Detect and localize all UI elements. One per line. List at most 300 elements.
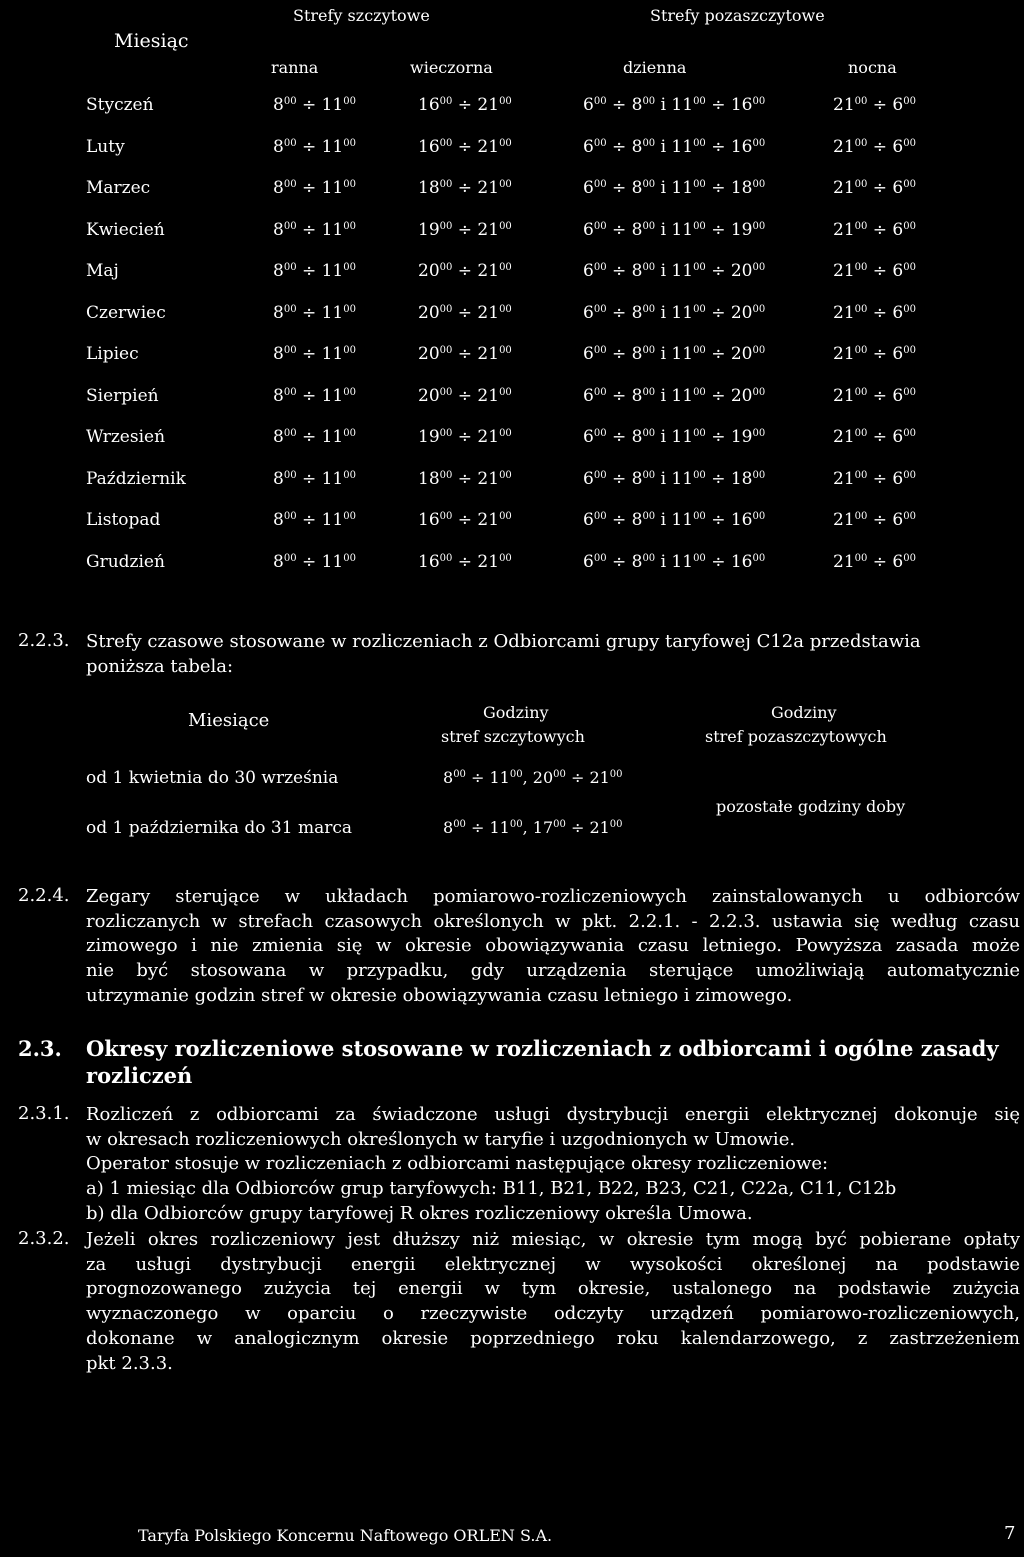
night-hours-cell (833, 469, 916, 489)
hour-text: i 11 (655, 427, 694, 447)
paragraph-line: Rozliczeń z odbiorcami za świadczone usługi dystrybucji energii elektrycznej dokonuje się (86, 1104, 1020, 1125)
minutes-superscript: 00 (854, 386, 868, 398)
minutes-superscript: 00 (752, 179, 766, 190)
month-cell: Wrzesień (86, 427, 166, 447)
hour-text: ÷ 11 (465, 768, 510, 787)
minutes-superscript: 00 (593, 386, 607, 398)
minutes-superscript: 00 (903, 179, 916, 190)
evening-hours-cell (418, 552, 512, 572)
hour-text: 21 (833, 219, 855, 240)
minutes-superscript: 00 (752, 303, 766, 315)
hour-text: 20 (418, 302, 440, 323)
minutes-superscript: 00 (609, 819, 623, 830)
day-hours-cell (583, 386, 765, 406)
minutes-superscript: 00 (854, 552, 868, 564)
minutes-superscript: 00 (903, 303, 916, 315)
minutes-superscript: 00 (283, 137, 297, 149)
hour-text: ÷ 6 (867, 95, 904, 115)
night-hours-cell (833, 552, 916, 572)
table-row (0, 469, 1024, 493)
minutes-superscript: 00 (439, 345, 453, 356)
hour-text: 21 (833, 468, 855, 489)
night-hours-cell (833, 220, 916, 240)
minutes-superscript: 00 (693, 96, 706, 107)
minutes-superscript: 00 (642, 386, 656, 398)
section-number: 2.3. (18, 1036, 62, 1061)
paragraph-line: a) 1 miesiąc dla Odbiorców grup taryfowych: B11, B21, B22, B23, C21, C22a, C11, C12b (86, 1178, 897, 1200)
hour-text: i 11 (655, 219, 694, 240)
hour-text: 8 (273, 95, 284, 115)
minutes-superscript: 00 (854, 179, 868, 190)
hour-text: 21 (833, 385, 855, 406)
hour-text: ÷ 21 (452, 510, 500, 530)
hour-text: 19 (418, 427, 440, 447)
peak-hours-cell (443, 818, 623, 837)
hour-text: 21 (833, 427, 855, 447)
minutes-superscript: 00 (752, 428, 766, 439)
minutes-superscript: 00 (752, 511, 766, 522)
month-cell: Styczeń (86, 95, 154, 115)
month-cell: Grudzień (86, 551, 165, 572)
section-number: 2.2.3. (18, 630, 70, 651)
hour-text: ÷ 8 (606, 136, 643, 157)
minutes-superscript: 00 (439, 511, 453, 522)
night-hours-cell (833, 261, 916, 281)
night-hours-cell (833, 303, 916, 323)
hour-text: ÷ 21 (565, 818, 610, 837)
hour-text: ÷ 18 (705, 468, 753, 489)
hour-text: ÷ 16 (705, 551, 753, 572)
hour-text: 6 (583, 219, 594, 240)
minutes-superscript: 00 (283, 511, 297, 522)
minutes-superscript: 00 (343, 179, 356, 190)
night-hours-cell (833, 386, 916, 406)
day-hours-cell (583, 303, 765, 323)
minutes-superscript: 00 (752, 469, 766, 481)
hour-text: ÷ 21 (452, 344, 500, 364)
day-hours-cell (583, 220, 765, 240)
hour-text: ÷ 11 (465, 818, 510, 837)
minutes-superscript: 00 (642, 428, 656, 439)
minutes-superscript: 00 (642, 511, 656, 522)
paragraph-line: dokonane w analogicznym okresie poprzedniego roku kalendarzowego, z zastrzeżeniem (86, 1327, 1020, 1349)
minutes-superscript: 00 (343, 220, 356, 232)
minutes-superscript: 00 (499, 469, 512, 481)
evening-hours-cell (418, 178, 512, 198)
hour-text: 6 (583, 95, 594, 115)
hour-text: 6 (583, 261, 594, 281)
section-number: 2.3.1. (18, 1103, 70, 1124)
hour-text: ÷ 11 (296, 427, 344, 447)
minutes-superscript: 00 (642, 179, 656, 190)
night-hours-cell (833, 95, 916, 115)
day-hours-cell (583, 344, 765, 364)
hour-text: ÷ 21 (452, 468, 500, 489)
minutes-superscript: 00 (642, 137, 656, 149)
hour-text: ÷ 21 (452, 95, 500, 115)
day-hours-cell (583, 137, 765, 157)
hour-text: ÷ 8 (606, 385, 643, 406)
hour-text: 8 (443, 818, 454, 837)
morning-hours-cell (273, 137, 356, 157)
minutes-superscript: 00 (593, 511, 607, 522)
hour-text: 20 (418, 261, 440, 281)
section-2-2-3-text (86, 630, 1006, 679)
morning-hours-cell (273, 386, 356, 406)
hour-text: 20 (418, 344, 440, 364)
table-row (0, 261, 1024, 285)
minutes-superscript: 00 (752, 345, 766, 356)
minutes-superscript: 00 (854, 262, 868, 273)
hour-text: 6 (583, 427, 594, 447)
hour-text: ÷ 6 (867, 427, 904, 447)
paragraph-line: w okresach rozliczeniowych określonych w taryfie i uzgodnionych w Umowie. (86, 1128, 796, 1150)
evening-hours-cell (418, 95, 512, 115)
minutes-superscript: 00 (499, 386, 512, 398)
minutes-superscript: 00 (593, 262, 607, 273)
hour-text: ÷ 11 (296, 551, 344, 572)
day-hours-cell (583, 261, 765, 281)
paragraph-line: utrzymanie godzin stref w okresie obowiązywania czasu letniego i zimowego. (86, 984, 793, 1006)
hour-text: ÷ 11 (296, 468, 344, 489)
hour-text: ÷ 6 (867, 344, 904, 364)
morning-hours-cell (273, 469, 356, 489)
minutes-superscript: 00 (693, 303, 706, 315)
minutes-superscript: 00 (693, 179, 706, 190)
minutes-superscript: 00 (903, 220, 916, 232)
minutes-superscript: 00 (439, 469, 453, 481)
hour-text: i 11 (655, 302, 694, 323)
hour-text: ÷ 19 (705, 219, 753, 240)
table-row (0, 386, 1024, 410)
day-hours-cell (583, 178, 765, 198)
minutes-superscript: 00 (439, 220, 453, 232)
peak-hours-cell (443, 768, 623, 787)
hour-text: 6 (583, 468, 594, 489)
hour-text: 19 (418, 219, 440, 240)
section-2-3-heading (86, 1035, 1024, 1089)
minutes-superscript: 00 (593, 428, 607, 439)
hour-text: ÷ 11 (296, 178, 344, 198)
hour-text: 8 (273, 136, 284, 157)
hour-text: 8 (443, 768, 454, 787)
hour-text: 21 (833, 344, 855, 364)
minutes-superscript: 00 (499, 303, 512, 315)
morning-hours-cell (273, 344, 356, 364)
minutes-superscript: 00 (642, 220, 656, 232)
hour-text: 18 (418, 178, 440, 198)
table-row (0, 427, 1024, 451)
hour-text: ÷ 21 (452, 219, 500, 240)
minutes-superscript: 00 (283, 469, 297, 481)
minutes-superscript: 00 (593, 303, 607, 315)
minutes-superscript: 00 (752, 262, 766, 273)
minutes-superscript: 00 (642, 96, 656, 107)
minutes-superscript: 00 (439, 262, 453, 273)
minutes-superscript: 00 (553, 769, 566, 780)
minutes-superscript: 00 (439, 428, 453, 439)
hour-text: ÷ 6 (867, 178, 904, 198)
hour-text: ÷ 6 (867, 551, 904, 572)
hour-text: 6 (583, 344, 594, 364)
minutes-superscript: 00 (499, 262, 512, 273)
paragraph-line: zimowego i nie zmienia się w okresie obowiązywania czasu letniego. Powyższa zasada może (86, 935, 1020, 957)
hour-text: 8 (273, 551, 284, 572)
hour-text: ÷ 6 (867, 136, 904, 157)
minutes-superscript: 00 (693, 428, 706, 439)
page-number: 7 (1004, 1523, 1016, 1544)
minutes-superscript: 00 (903, 137, 916, 149)
minutes-superscript: 00 (453, 819, 466, 830)
night-column-header: nocna (848, 58, 897, 77)
minutes-superscript: 00 (752, 96, 766, 107)
minutes-superscript: 00 (343, 428, 356, 439)
table-row (0, 95, 1024, 119)
minutes-superscript: 00 (854, 137, 868, 149)
minutes-superscript: 00 (283, 262, 297, 273)
hour-text: ÷ 21 (452, 551, 500, 572)
month-cell: Marzec (86, 178, 151, 198)
hour-text: i 11 (655, 385, 694, 406)
hour-text: 21 (833, 302, 855, 323)
minutes-superscript: 00 (903, 345, 916, 356)
minutes-superscript: 00 (283, 386, 297, 398)
minutes-superscript: 00 (593, 96, 607, 107)
hour-text: i 11 (655, 510, 694, 530)
minutes-superscript: 00 (343, 511, 356, 522)
hour-text: i 11 (655, 344, 694, 364)
offpeak-zones-header: Strefy pozaszczytowe (650, 6, 825, 25)
hour-text: 6 (583, 510, 594, 530)
section-number: 2.3.2. (18, 1228, 70, 1249)
hour-text: 6 (583, 385, 594, 406)
evening-hours-cell (418, 137, 512, 157)
hour-text: ÷ 11 (296, 385, 344, 406)
paragraph-line: nie być stosowana w przypadku, gdy urządzenia sterujące umożliwiają automatycznie (86, 960, 1020, 982)
hour-text: ÷ 8 (606, 551, 643, 572)
minutes-superscript: 00 (439, 96, 453, 107)
minutes-superscript: 00 (854, 220, 868, 232)
hour-text: 8 (273, 302, 284, 323)
day-hours-cell (583, 95, 765, 115)
minutes-superscript: 00 (593, 179, 607, 190)
minutes-superscript: 00 (439, 386, 453, 398)
hour-text: 6 (583, 178, 594, 198)
minutes-superscript: 00 (553, 819, 566, 830)
hour-text: ÷ 16 (705, 136, 753, 157)
hour-text: ÷ 16 (705, 510, 753, 530)
evening-hours-cell (418, 510, 512, 530)
night-hours-cell (833, 137, 916, 157)
minutes-superscript: 00 (903, 262, 916, 273)
hour-text: ÷ 20 (705, 344, 753, 364)
evening-column-header: wieczorna (410, 58, 493, 77)
hour-text: ÷ 8 (606, 427, 643, 447)
minutes-superscript: 00 (593, 469, 607, 481)
morning-hours-cell (273, 220, 356, 240)
hour-text: ÷ 19 (705, 427, 753, 447)
minutes-superscript: 00 (642, 552, 656, 564)
minutes-superscript: 00 (903, 96, 916, 107)
hour-text: 16 (418, 95, 440, 115)
minutes-superscript: 00 (752, 386, 766, 398)
minutes-superscript: 00 (693, 345, 706, 356)
peak-zones-header: Strefy szczytowe (293, 6, 430, 25)
hour-text: ÷ 8 (606, 302, 643, 323)
minutes-superscript: 00 (499, 137, 512, 149)
minutes-superscript: 00 (693, 469, 706, 481)
section-number: 2.2.4. (18, 885, 70, 906)
minutes-superscript: 00 (854, 428, 868, 439)
hour-text: 8 (273, 261, 284, 281)
minutes-superscript: 00 (693, 137, 706, 149)
table-row (0, 178, 1024, 202)
table-row (0, 344, 1024, 368)
hour-text: i 11 (655, 261, 694, 281)
hour-text: 6 (583, 302, 594, 323)
minutes-superscript: 00 (693, 262, 706, 273)
hour-text: ÷ 6 (867, 510, 904, 530)
hour-text: ÷ 21 (452, 302, 500, 323)
hour-text: 8 (273, 178, 284, 198)
minutes-superscript: 00 (854, 469, 868, 481)
hour-text: 8 (273, 344, 284, 364)
hour-text: i 11 (655, 136, 694, 157)
hour-text: ÷ 11 (296, 510, 344, 530)
day-column-header: dzienna (623, 58, 687, 77)
month-cell: Październik (86, 468, 186, 489)
minutes-superscript: 00 (509, 819, 523, 830)
hour-text: ÷ 8 (606, 261, 643, 281)
evening-hours-cell (418, 469, 512, 489)
table-row (0, 552, 1024, 576)
paragraph-line: b) dla Odbiorców grupy taryfowej R okres rozliczeniowy określa Umowa. (86, 1202, 753, 1224)
minutes-superscript: 00 (343, 469, 356, 481)
minutes-superscript: 00 (499, 96, 512, 107)
hour-text: ÷ 6 (867, 219, 904, 240)
hour-text: ÷ 20 (705, 261, 753, 281)
hour-text: 21 (833, 551, 855, 572)
month-cell: Czerwiec (86, 302, 166, 323)
minutes-superscript: 00 (752, 220, 766, 232)
minutes-superscript: 00 (854, 96, 868, 107)
minutes-superscript: 00 (903, 552, 916, 564)
minutes-superscript: 00 (693, 220, 706, 232)
night-hours-cell (833, 178, 916, 198)
minutes-superscript: 00 (499, 345, 512, 356)
minutes-superscript: 00 (343, 386, 356, 398)
minutes-superscript: 00 (499, 428, 512, 439)
hour-text: ÷ 18 (705, 178, 753, 198)
day-hours-cell (583, 427, 765, 447)
table-row (0, 303, 1024, 327)
hour-text: 21 (833, 178, 855, 198)
hour-text: 20 (418, 385, 440, 406)
minutes-superscript: 00 (343, 303, 356, 315)
day-hours-cell (583, 510, 765, 530)
minutes-superscript: 00 (343, 345, 356, 356)
month-cell: Listopad (86, 510, 161, 530)
paragraph-line: Jeżeli okres rozliczeniowy jest dłuższy niż miesiąc, w okresie tym mogą być pobierane opłaty (86, 1229, 1020, 1250)
minutes-superscript: 00 (609, 769, 623, 780)
minutes-superscript: 00 (693, 552, 706, 564)
minutes-superscript: 00 (283, 96, 297, 107)
hour-text: 21 (833, 261, 855, 281)
hour-text: ÷ 16 (705, 95, 753, 115)
minutes-superscript: 00 (499, 179, 512, 190)
minutes-superscript: 00 (283, 179, 297, 190)
month-cell: Kwiecień (86, 219, 165, 240)
minutes-superscript: 00 (439, 137, 453, 149)
hour-text: , 20 (522, 768, 554, 787)
hour-text: 16 (418, 510, 440, 530)
evening-hours-cell (418, 386, 512, 406)
paragraph-line: Strefy czasowe stosowane w rozliczeniach z Odbiorcami grupy taryfowej C12a przedstawia (86, 631, 921, 652)
table-row (0, 220, 1024, 244)
minutes-superscript: 00 (693, 386, 706, 398)
hour-text: 16 (418, 551, 440, 572)
hour-text: 16 (418, 136, 440, 157)
paragraph-line: za usługi dystrybucji energii elektrycznej w wysokości określonej na podstawie (86, 1253, 1020, 1275)
minutes-superscript: 00 (343, 96, 356, 107)
hour-text: ÷ 11 (296, 344, 344, 364)
evening-hours-cell (418, 261, 512, 281)
paragraph-line: prognozowanego zużycia tej energii w tym okresie, ustalonego na podstawie zużycia (86, 1278, 1020, 1300)
table-row (0, 137, 1024, 161)
section-2-3-1-text (86, 1103, 1020, 1227)
night-hours-cell (833, 344, 916, 364)
hour-text: ÷ 8 (606, 468, 643, 489)
minutes-superscript: 00 (854, 303, 868, 315)
heading-line: Okresy rozliczeniowe stosowane w rozliczeniach z odbiorcami i ogólne zasady (86, 1036, 999, 1061)
month-cell: Maj (86, 261, 119, 281)
hour-text: ÷ 11 (296, 261, 344, 281)
minutes-superscript: 00 (499, 511, 512, 522)
night-hours-cell (833, 510, 916, 530)
day-hours-cell (583, 469, 765, 489)
minutes-superscript: 00 (752, 137, 766, 149)
minutes-superscript: 00 (283, 428, 297, 439)
hour-text: ÷ 20 (705, 385, 753, 406)
hour-text: ÷ 8 (606, 510, 643, 530)
minutes-superscript: 00 (283, 552, 297, 564)
hour-text: ÷ 20 (705, 302, 753, 323)
hour-text: 21 (833, 95, 855, 115)
offpeak-hours-value: pozostałe godziny doby (716, 797, 906, 816)
paragraph-line: rozliczanych w strefach czasowych określonych w pkt. 2.2.1. - 2.2.3. ustawia się według czasu (86, 910, 1020, 932)
period-cell: od 1 października do 31 marca (86, 818, 352, 838)
minutes-superscript: 00 (499, 220, 512, 232)
section-2-3-2-text (86, 1228, 1020, 1376)
minutes-superscript: 00 (509, 769, 523, 780)
minutes-superscript: 00 (854, 345, 868, 356)
hour-text: ÷ 21 (452, 427, 500, 447)
minutes-superscript: 00 (343, 552, 356, 564)
minutes-superscript: 00 (642, 262, 656, 273)
minutes-superscript: 00 (593, 137, 607, 149)
hour-text: ÷ 21 (452, 136, 500, 157)
day-hours-cell (583, 552, 765, 572)
minutes-superscript: 00 (593, 220, 607, 232)
offpeak-hours-header-line1: Godziny (771, 703, 837, 722)
minutes-superscript: 00 (453, 769, 466, 780)
morning-hours-cell (273, 261, 356, 281)
evening-hours-cell (418, 427, 512, 447)
minutes-superscript: 00 (903, 428, 916, 439)
table-row (0, 510, 1024, 534)
hour-text: ÷ 6 (867, 302, 904, 323)
paragraph-line: pkt 2.3.3. (86, 1352, 173, 1374)
